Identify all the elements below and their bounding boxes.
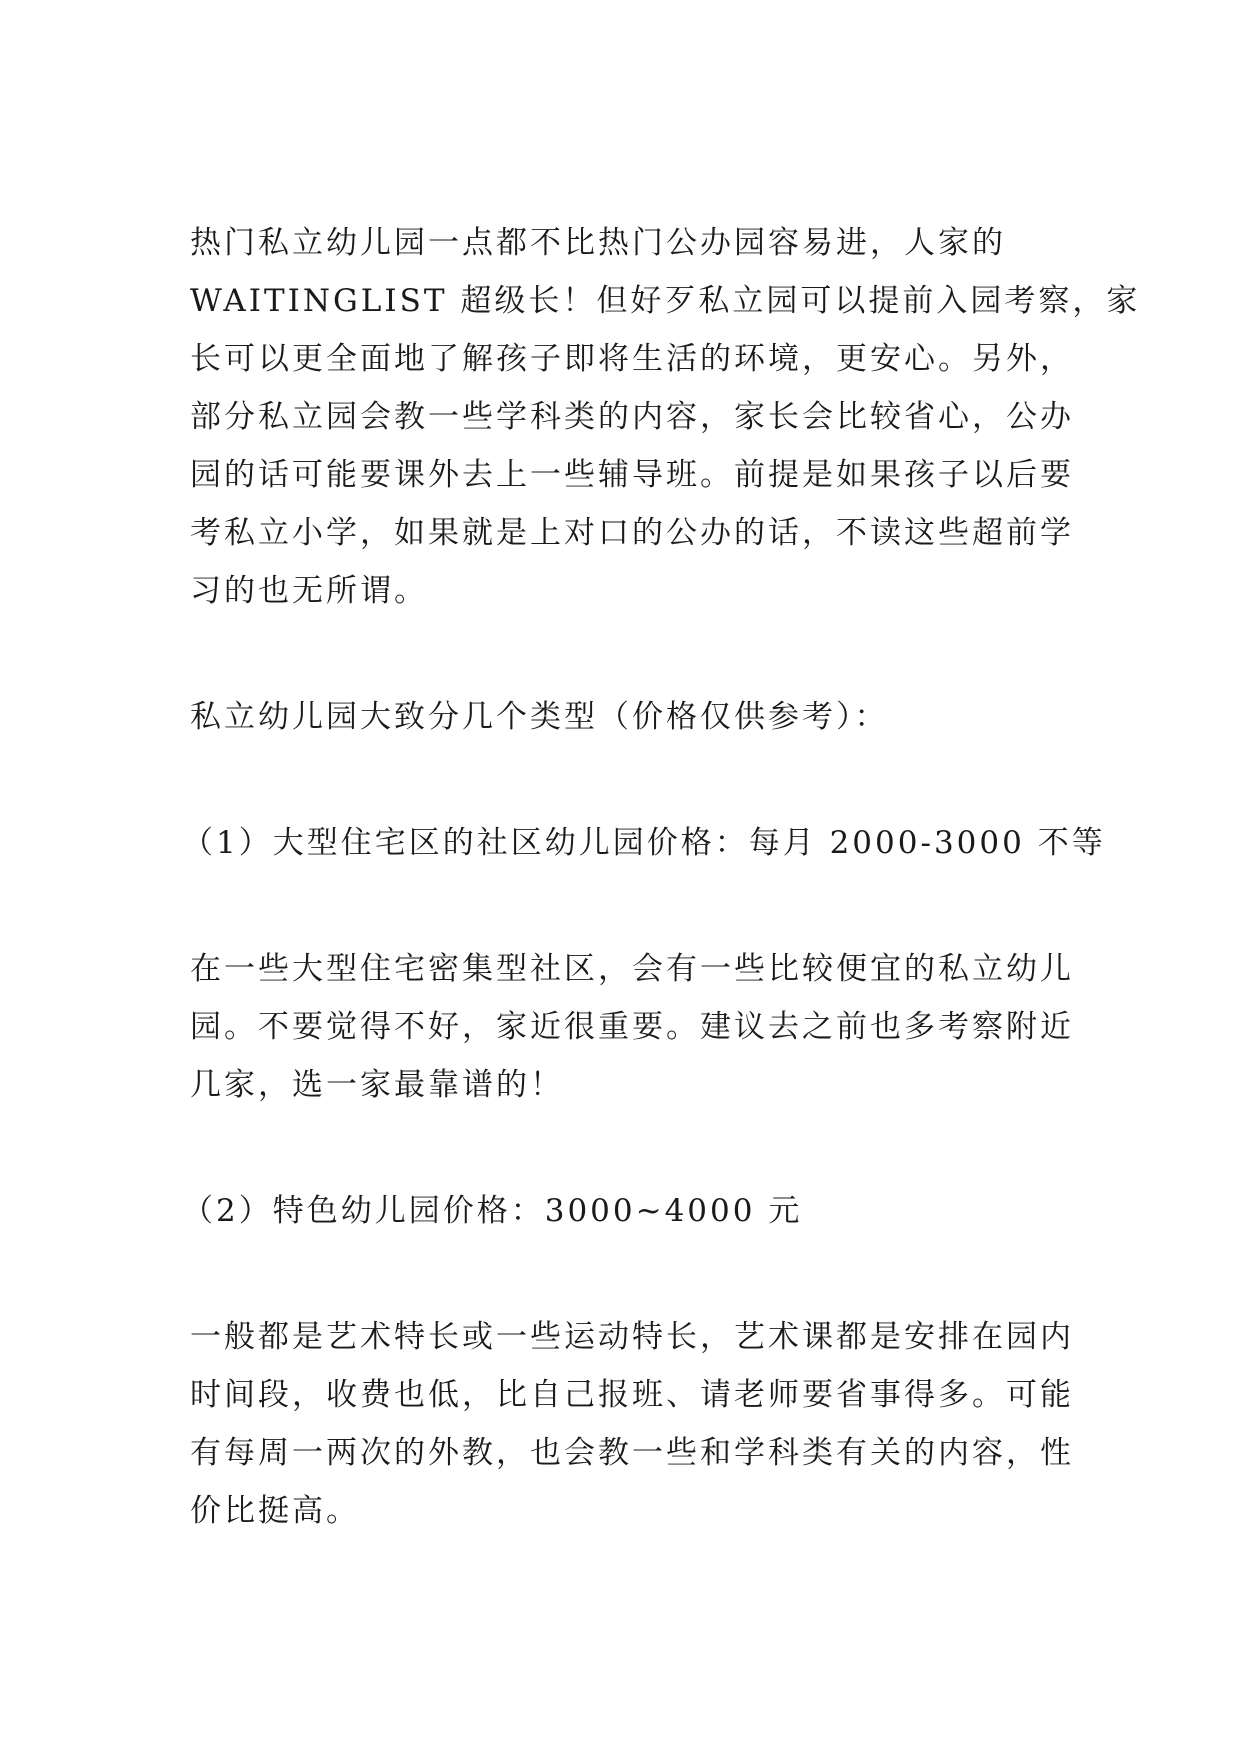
paragraph-spacer [190,746,1070,814]
paragraph-spacer [190,1240,1070,1308]
section-heading-specialty-kindergarten: （2）特色幼儿园价格：3000~4000 元 [182,1193,803,1229]
text-line: 园。不要觉得不好，家近很重要。建议去之前也多考察附近 [190,1009,1074,1045]
paragraph-spacer [190,1114,1070,1182]
text-line: 时间段，收费也低，比自己报班、请老师要省事得多。可能 [190,1377,1074,1413]
paragraph-private-kindergarten-intro [190,214,1141,620]
text-line: 长可以更全面地了解孩子即将生活的环境，更安心。另外， [190,341,1074,377]
paragraph-types-intro [190,688,1070,746]
text-line: 几家，选一家最靠谱的！ [190,1067,564,1103]
text-line: 一般都是艺术特长或一些运动特长，艺术课都是安排在园内 [190,1319,1074,1355]
text-line: 有每周一两次的外教，也会教一些和学科类有关的内容，性 [190,1435,1074,1471]
text-line: 热门私立幼儿园一点都不比热门公办园容易进，人家的 [190,225,1006,261]
text-line: WAITINGLIST 超级长！但好歹私立园可以提前入园考察，家 [190,283,1141,319]
text-line: 部分私立园会教一些学科类的内容，家长会比较省心，公办 [190,399,1074,435]
paragraph-spacer [190,872,1070,940]
paragraph-specialty-kindergarten [190,1308,1074,1540]
text-line: 考私立小学，如果就是上对口的公办的话，不读这些超前学 [190,515,1074,551]
paragraph-community-kindergarten [190,940,1074,1114]
text-line: 习的也无所谓。 [190,573,428,609]
document-body [182,214,1141,1540]
text-line: 在一些大型住宅密集型社区，会有一些比较便宜的私立幼儿 [190,951,1074,987]
section-heading-community-kindergarten: （1）大型住宅区的社区幼儿园价格：每月 2000-3000 不等 [182,825,1106,861]
text-line: 私立幼儿园大致分几个类型（价格仅供参考）： [190,699,889,735]
paragraph-spacer [190,620,1070,688]
text-line: 园的话可能要课外去上一些辅导班。前提是如果孩子以后要 [190,457,1074,493]
text-line: 价比挺高。 [190,1493,360,1529]
